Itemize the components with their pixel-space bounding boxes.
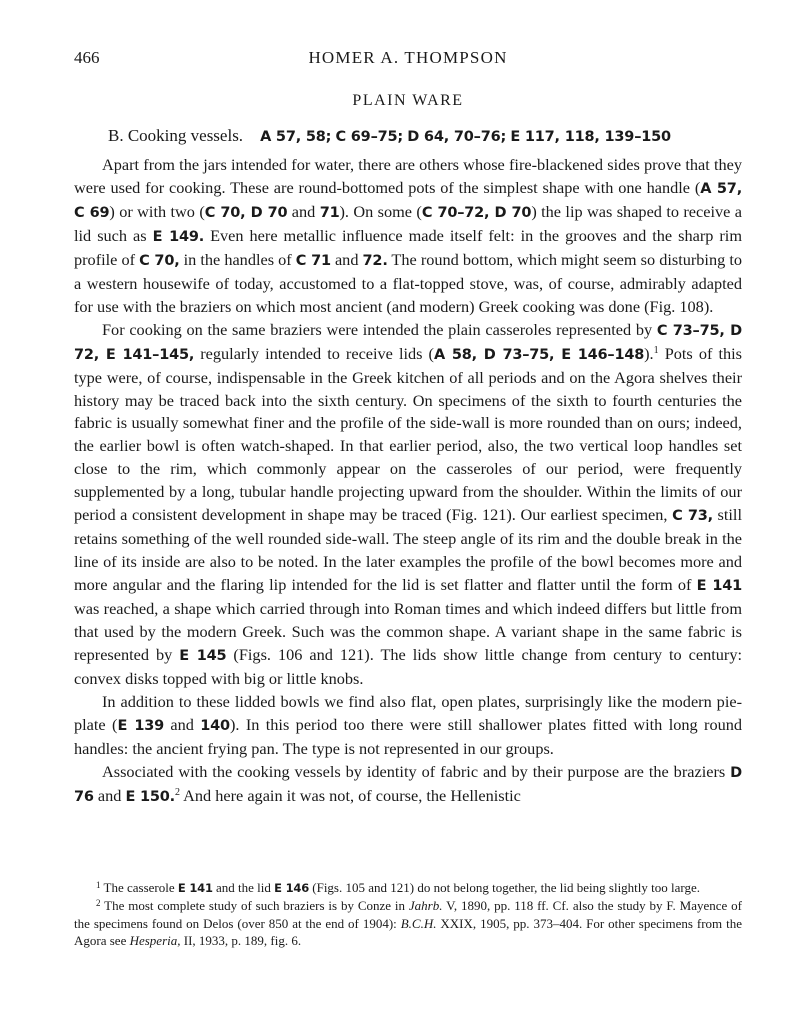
ref: C 73, [672, 508, 713, 525]
body-text [74, 154, 742, 809]
text-run: and the lid [212, 880, 275, 895]
text-run: XXIX, 1905, pp. 373–404. For other specimens from the Agora see [74, 915, 742, 949]
text-run: For cooking on the same braziers were intended the plain casseroles represented by [102, 319, 657, 339]
text-run: Associated with the cooking vessels by identity of fabric and by their purpose are the braziers [102, 761, 731, 781]
text-run: The round bottom, which might seem so disturbing to a western housewife of today, accustomed to a flat-topped stove, was, of course, admirably adapted for use with the braziers on which most ancient (and modern) Greek cooking was done (Fig. 108). [74, 249, 742, 316]
text-run: was reached, a shape which carried through into Roman times and which indeed differs but little from that used by the modern Greek. Such was the common shape. A variant shape in the same fabric is represented by [74, 599, 742, 665]
ref: E 145 [179, 648, 227, 665]
text-run: and [287, 201, 320, 221]
ref: E 141 [177, 881, 213, 895]
ref: E 146 [274, 881, 310, 895]
text-run: Even here metallic influence made itself felt: in the grooves and the sharp rim profile of [74, 225, 742, 269]
text-run: ). [644, 343, 654, 363]
paragraph-2 [74, 319, 742, 691]
subsection-label: B. Cooking vessels. [108, 126, 244, 145]
ref: C 70–72, D 70 [421, 204, 532, 221]
text-run: In addition to these lidded bowls we find also flat, open plates, surprisingly like the modern pie-plate ( [74, 691, 742, 734]
ref: 71 [319, 204, 340, 221]
ref: D 76 [74, 764, 742, 805]
text-run: and [164, 714, 201, 734]
ref: A 58, D 73–75, E 146–148 [433, 346, 645, 363]
ref: E 150. [125, 788, 175, 805]
text-run: ). On some ( [339, 201, 422, 221]
ref: D 64, 70–76; [407, 129, 507, 145]
text-run: and [93, 785, 126, 805]
ref: 140 [200, 717, 230, 734]
ref: A 57, 58; [260, 129, 332, 145]
ref: A 57, C 69 [74, 180, 742, 221]
ref: C 71 [295, 252, 331, 269]
footnotes [74, 879, 742, 950]
text-run: V, 1890, pp. 118 ff. Cf. also the study by F. Mayence of the specimens found on Delos (over 850 at the end of 1904): [74, 898, 742, 931]
ref: C 73–75, D 72, E 141–145, [74, 322, 743, 363]
subsection-heading [108, 126, 748, 146]
footnote-marker: 1 [653, 344, 659, 356]
text-run: and [330, 249, 363, 269]
text-run: still retains something of the well rounded side-wall. The steep angle of its rim and the double break in the line of its inside are also to be noted. In the later examples the profile of the bowl becomes more and more angular and the flaring lip intended for the lid is set flatter and flatter until the form of [74, 505, 742, 595]
text-run: ). In this period too there were still shallower plates fitted with long round handles: the ancient frying pan. The type is not represented in our groups. [74, 714, 743, 758]
journal-title: Jahrb. [408, 898, 443, 914]
text-run: Apart from the jars intended for water, there are others whose fire-blackened sides prove that they were used for cooking. These are round-bottomed pots of the simplest shape with one handle ( [74, 155, 742, 197]
text-run: ) or with two ( [109, 201, 205, 221]
text-run: Pots of this type were, of course, indispensable in the Greek kitchen of all periods and on the Agora shelves their history may be traced back into the sixth century. On specimens of the sixth to fourth centuries the fabric is usually somewhat finer and the profile of the side-wall is more rounded than on ours; indeed, the earlier bowl is often watch-shaped. In that earlier period, also, the two vertical loop handles set close to the rim, which commonly appear on the casseroles of our period, were frequently supplemented by a long, tubular handle projecting upward from the shoulder. Within the limits of our period a consistent development in shape may be traced (Fig. 121). Our earliest specimen, [74, 343, 742, 525]
footnote-number: 2 [96, 898, 101, 909]
text-run: The most complete study of such braziers is by Conze in [100, 898, 409, 914]
ref: C 70, [139, 252, 180, 269]
paragraph-4 [74, 761, 742, 809]
section-title: PLAIN WARE [352, 92, 464, 109]
footnote-2 [74, 897, 742, 949]
text-run: And here again it was not, of course, the Hellenistic [179, 785, 521, 805]
text-run: regularly intended to receive lids ( [194, 343, 434, 363]
footnote-number: 1 [96, 880, 101, 890]
ref: E 139 [117, 717, 164, 734]
ref: E 141 [696, 578, 742, 595]
ref: C 70, D 70 [204, 204, 288, 221]
text-run: in the handles of [179, 249, 296, 269]
journal-title: Hesperia, [129, 933, 181, 949]
document-page [74, 0, 742, 1024]
running-head: HOMER A. THOMPSON [308, 48, 508, 67]
text-run: (Figs. 105 and 121) do not belong together, the lid being slightly too large. [309, 880, 701, 895]
footnote-1 [74, 879, 742, 897]
paragraph-3 [74, 691, 742, 761]
ref: 72. [362, 252, 388, 269]
text-run: ) the lip was shaped to receive a lid such as [74, 201, 742, 245]
page-number: 466 [74, 48, 100, 67]
paragraph-1 [74, 154, 742, 319]
page-header [74, 48, 742, 72]
text-run: II, 1933, p. 189, fig. 6. [180, 933, 302, 949]
journal-title: B.C.H. [400, 915, 437, 931]
ref: E 117, 118, 139–150 [510, 129, 671, 145]
ref: E 149. [152, 228, 205, 245]
text-run: (Figs. 106 and 121). The lids show little change from century to century: convex disks topped with big or little knobs. [74, 645, 742, 688]
footnote-marker: 2 [174, 786, 180, 798]
ref: C 69–75; [335, 129, 403, 145]
text-run: The casserole [100, 880, 178, 895]
